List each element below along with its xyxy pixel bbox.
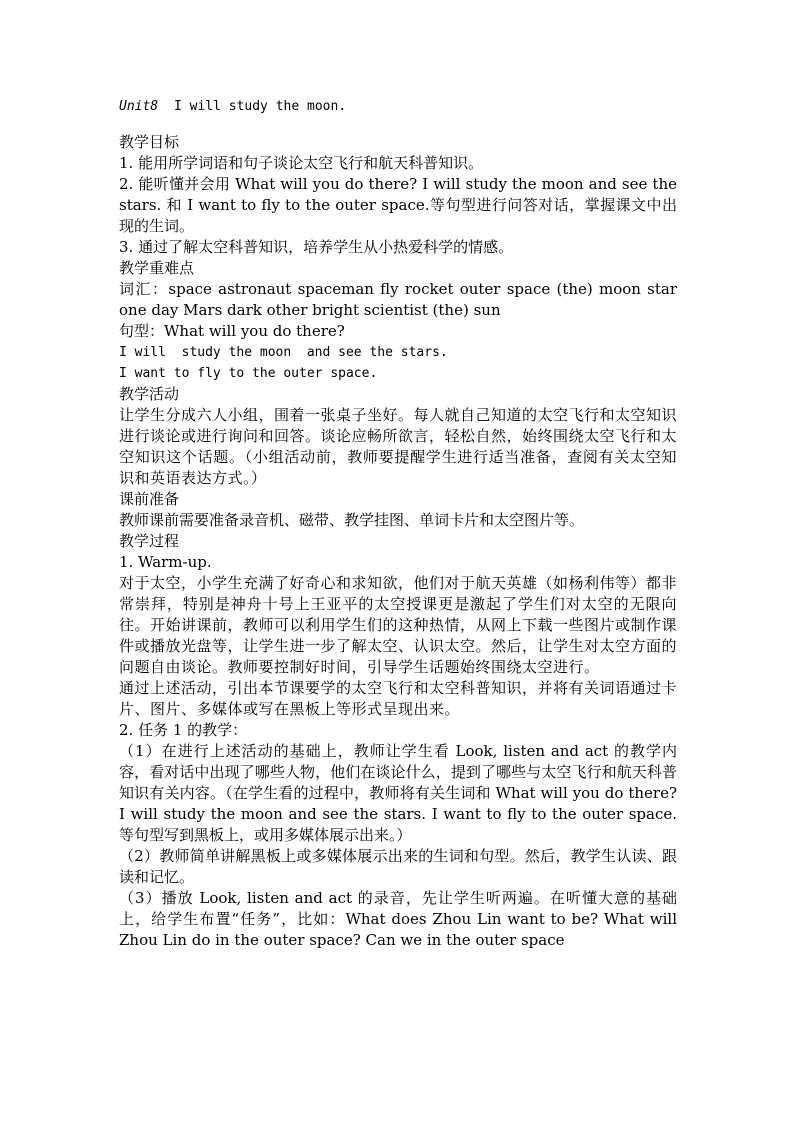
activity-paragraph: 让学生分成六人小组，围着一张桌子坐好。每人就自己知道的太空飞行和太空知识进行谈论或进行询问和回答。谈论应畅所欲言，轻松自然，始终围绕太空飞行和太空知识这个话题。（小组活动前，教师要提醒学生进行适当准备，查阅有关太空知识和英语表达方式。）: [119, 406, 678, 487]
task-paragraph-3: （3）播放 Look, listen and act 的录音，先让学生听两遍。在听懂大意的基础上，给学生布置“任务”，比如：What does Zhou Lin want to be? What will Zhou Lin do in the outer space? Can we in the outer space: [119, 889, 677, 949]
sentence-patterns-label: 句型：What will you do there?: [119, 322, 345, 340]
vocabulary-list: 词汇：space astronaut spaceman fly rocket outer space (the) moon star one day Mars dark other bright scientist (the) sun: [119, 280, 677, 319]
sentence-pattern-1: I will study the moon and see the stars.: [119, 345, 448, 360]
warmup-paragraph-2: 通过上述活动，引出本节课要学的太空飞行和太空科普知识，并将有关词语通过卡片、图片、多媒体或写在黑板上等形式呈现出来。: [119, 679, 678, 718]
preparation-paragraph: 教师课前需要准备录音机、磁带、教学挂图、单词卡片和太空图片等。: [119, 511, 585, 529]
document-page: [119, 96, 677, 951]
step-2-heading: 2. 任务 1 的教学：: [119, 721, 248, 739]
task-paragraph-2: （2）教师简单讲解黑板上或多媒体展示出来的生词和句型。然后，教学生认读、跟读和记忆。: [119, 847, 677, 886]
task-paragraph-1: （1）在进行上述活动的基础上，教师让学生看 Look, listen and act 的教学内容，看对话中出现了哪些人物，他们在谈论什么，提到了哪些与太空飞行和航天科普知识有关内容。（在学生看的过程中，教师将有关生词和 What will you do there? I will study the moon and see the stars. I want to fly to the outer space. 等句型写到黑板上，或用多媒体展示出来。）: [119, 742, 677, 844]
lesson-title: I will study the moon.: [173, 99, 347, 114]
sentence-pattern-2: I want to fly to the outer space.: [119, 366, 378, 381]
goals-heading: 教学目标: [119, 133, 180, 151]
key-points-heading: 教学重难点: [119, 259, 195, 277]
goal-item-2: 2. 能听懂并会用 What will you do there? I will study the moon and see the stars. 和 I want to fly to the outer space.等句型进行问答对话，掌握课文中出现的生词。: [119, 175, 677, 235]
document-title: [119, 96, 677, 118]
preparation-heading: 课前准备: [119, 490, 180, 508]
warmup-paragraph: 对于太空，小学生充满了好奇心和求知欲，他们对于航天英雄（如杨利伟等）都非常崇拜，特别是神舟十号上王亚平的太空授课更是激起了学生们对太空的无限向往。开始讲课前，教师可以利用学生们的这种热情，从网上下载一些图片或制作课件或播放光盘等，让学生进一步了解太空、认识太空。然后，让学生对太空方面的问题自由谈论。教师要控制好时间，引导学生话题始终围绕太空进行。: [119, 574, 678, 676]
goal-item-3: 3. 通过了解太空科普知识，培养学生从小热爱科学的情感。: [119, 238, 514, 256]
process-heading: 教学过程: [119, 532, 180, 550]
unit-label: Unit8: [119, 99, 159, 114]
step-1-heading: 1. Warm-up.: [119, 553, 212, 571]
goal-item-1: 1. 能用所学词语和句子谈论太空飞行和航天科普知识。: [119, 154, 484, 172]
activity-heading: 教学活动: [119, 385, 180, 403]
